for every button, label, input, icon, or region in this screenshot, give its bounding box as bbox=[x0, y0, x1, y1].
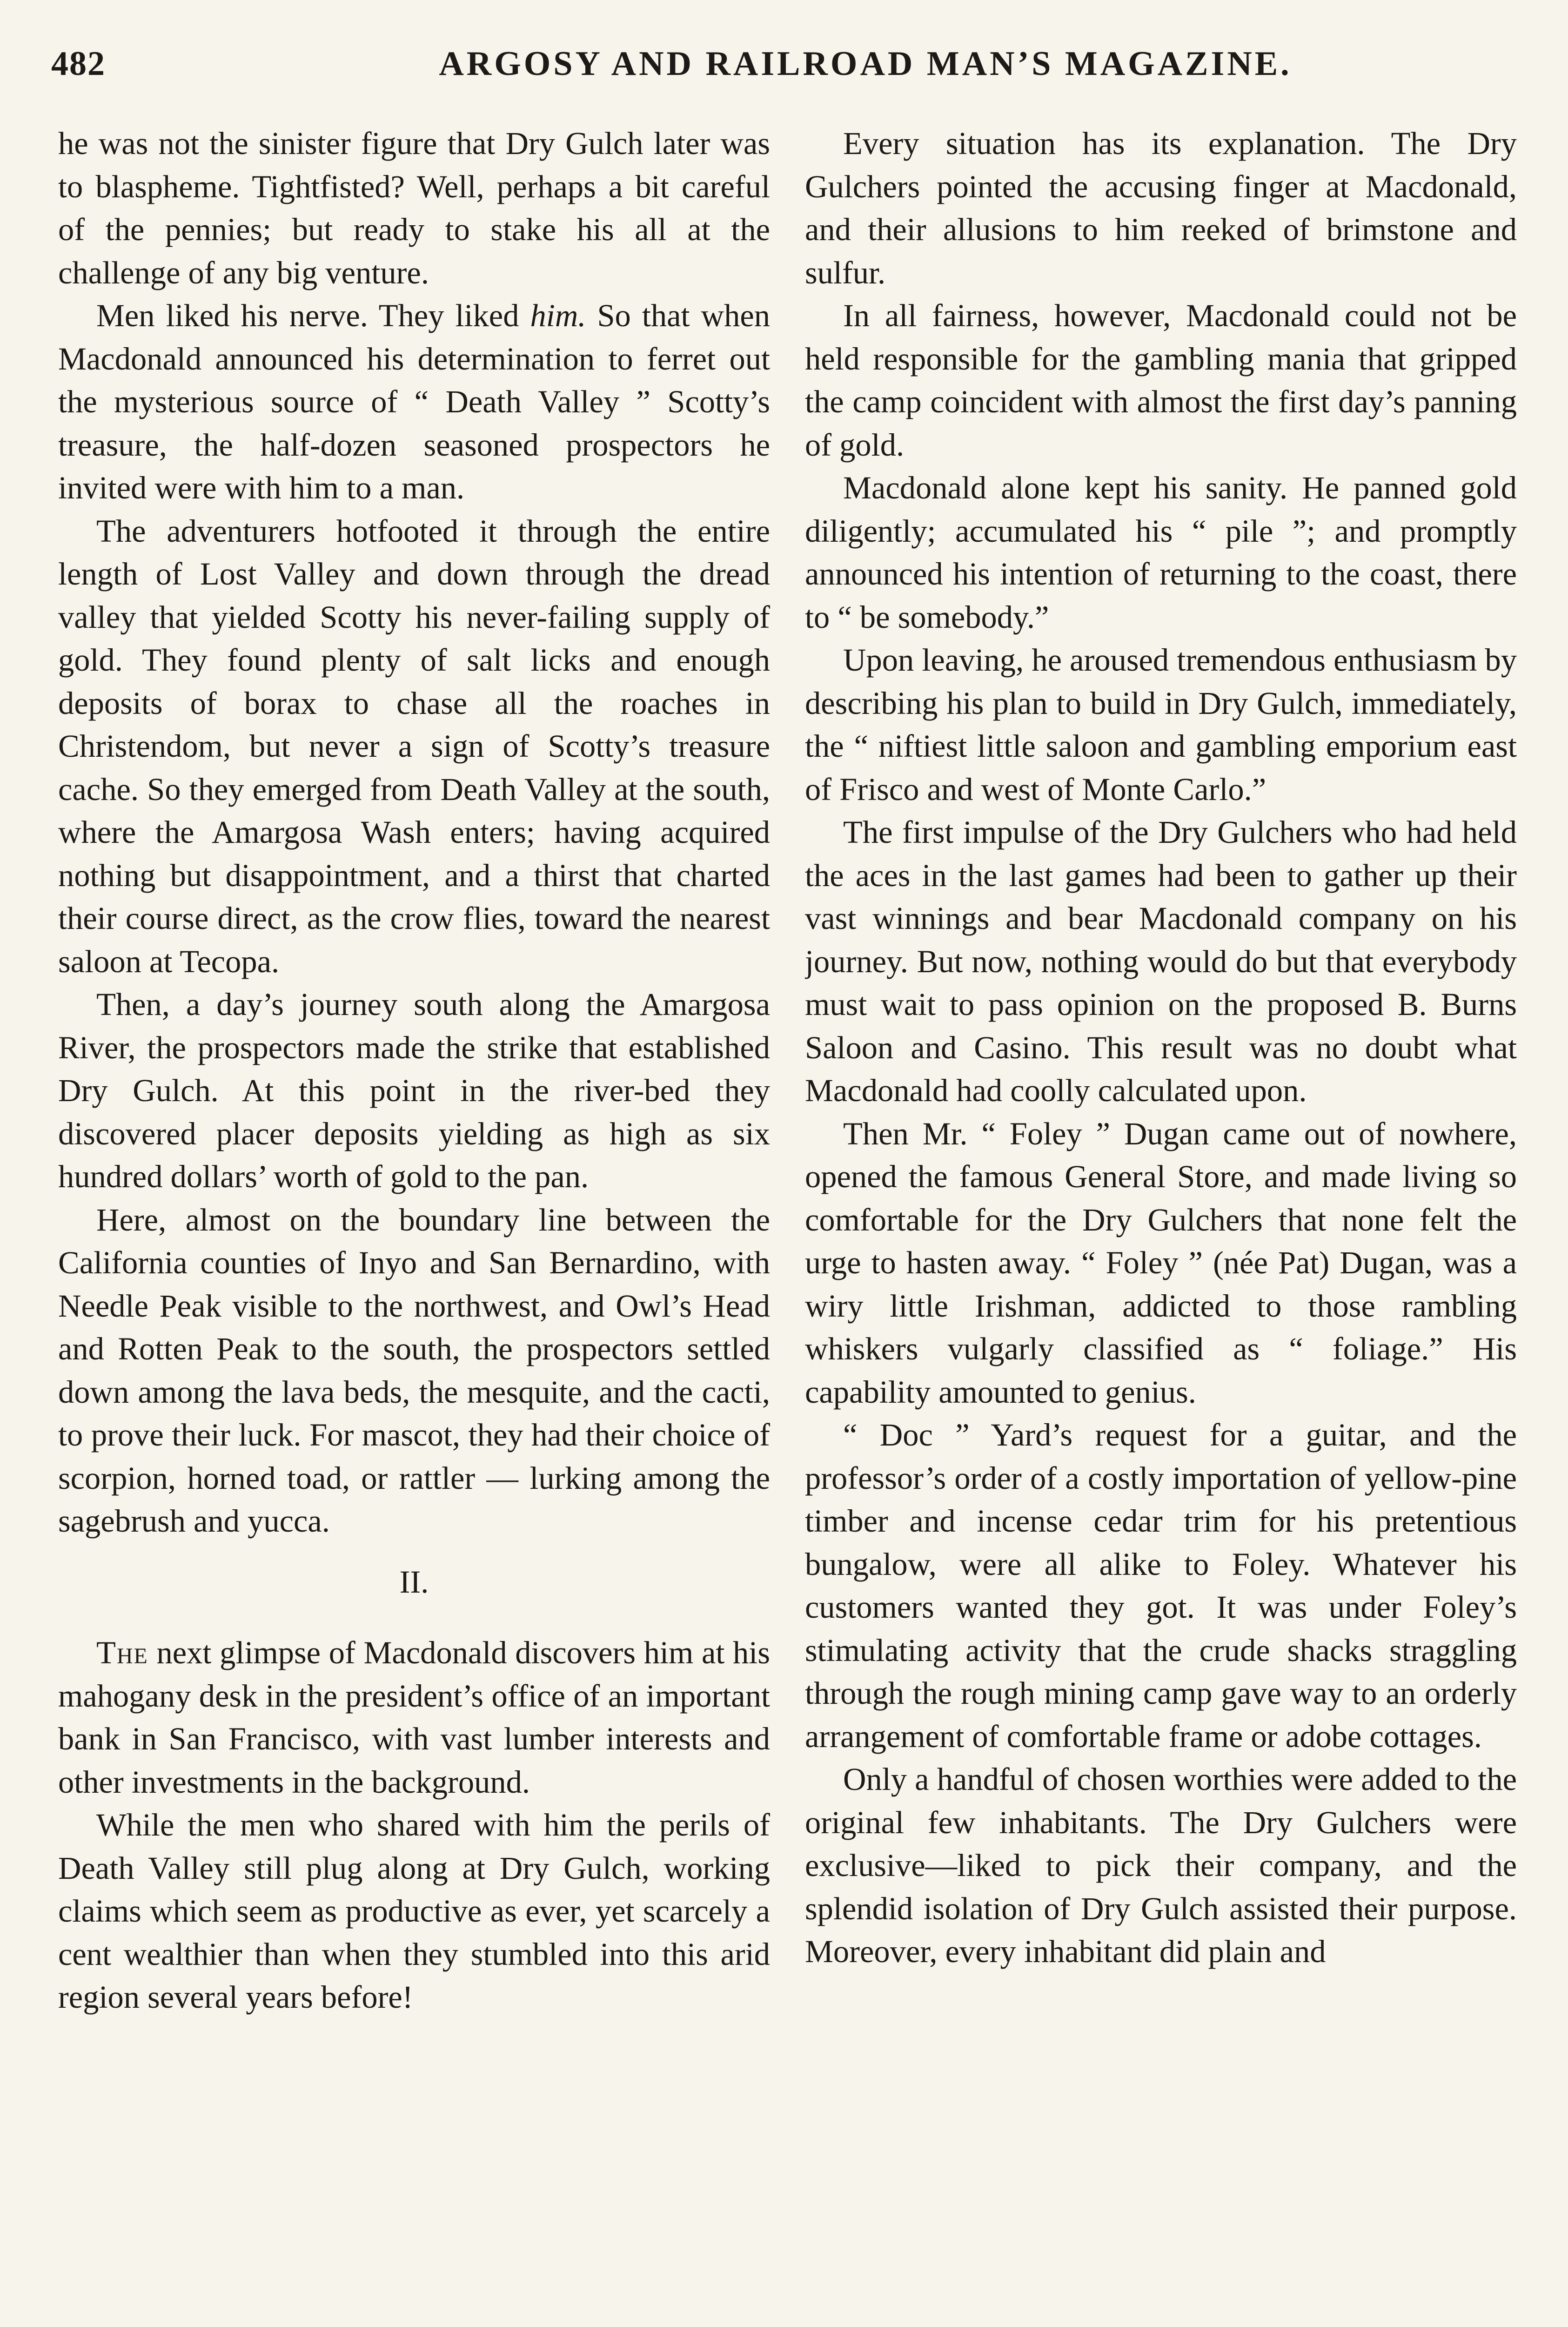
paragraph: Then, a day’s journey south along the Amargosa River, the prospectors made the strike that established Dry Gulch. At this point in the river-bed they discovered placer deposits yielding as high as six hundred dollars’ worth of gold to the pan. bbox=[58, 987, 770, 1194]
paragraph: Only a handful of chosen worthies were added to the original few inhabitants. The Dry Gulchers were exclusive—liked to pick their company, and the splendid isolation of Dry Gulch assisted their purpose. Moreover, every inhabitant did plain and bbox=[805, 1762, 1517, 1969]
paragraph: “ Doc ” Yard’s request for a guitar, and the professor’s order of a costly importation of yellow-pine timber and incense cedar trim for his pretentious bungalow, were all alike to Foley. Whatever his customers wanted they got. It was under Foley’s stimulating activity that the crude shacks straggling through the rough mining camp gave way to an orderly arrangement of comfortable frame or adobe cottages. bbox=[805, 1417, 1517, 1754]
emphasis: him. bbox=[530, 298, 586, 333]
paragraph: he was not the sinister figure that Dry Gulch later was to blaspheme. Tightfisted? Well, perhaps a bit careful of the pennies; but ready to stake his all at the challenge of any big venture. bbox=[58, 126, 770, 290]
paragraph-text: next glimpse of Macdonald discovers him at his mahogany desk in the president’s office of an important bank in San Francisco, with vast lumber interests and other investments in the background. bbox=[58, 1635, 770, 1800]
paragraph bbox=[58, 1631, 770, 1803]
paragraph bbox=[58, 294, 770, 510]
paragraph: In all fairness, however, Macdonald could not be held responsible for the gambling mania that gripped the camp coincident with almost the first day’s panning of gold. bbox=[805, 298, 1517, 463]
paragraph: Here, almost on the boundary line between the California counties of Inyo and San Bernardino, with Needle Peak visible to the northwest, and Owl’s Head and Rotten Peak to the south, the prospectors settled down among the lava beds, the mesquite, and the cacti, to prove their luck. For mascot, they had their choice of scorpion, horned toad, or rattler — lurking among the sagebrush and yucca. bbox=[58, 1202, 770, 1539]
running-head: ARGOSY AND RAILROAD MAN’S MAGAZINE. bbox=[439, 45, 1292, 83]
paragraph: Upon leaving, he aroused tremendous enthusiasm by describing his plan to build in Dry Gulch, immediately, the “ niftiest little saloon and gambling emporium east of Frisco and west of Monte Carlo.” bbox=[805, 642, 1517, 807]
page-header bbox=[51, 44, 1521, 100]
paragraph: Every situation has its explanation. The Dry Gulchers pointed the accusing finger at Macdonald, and their allusions to him reeked of brimstone and sulfur. bbox=[805, 126, 1517, 290]
paragraph: Macdonald alone kept his sanity. He panned gold diligently; accumulated his “ pile ”; and promptly announced his intention of returning to the coast, there to “ be somebody.” bbox=[805, 470, 1517, 635]
paragraph: The first impulse of the Dry Gulchers who had held the aces in the last games had been to gather up their vast winnings and bear Macdonald company on his journey. But now, nothing would do but that everybody must wait to pass opinion on the proposed B. Burns Saloon and Casino. This result was no doubt what Macdonald had coolly calculated upon. bbox=[805, 814, 1517, 1108]
left-column bbox=[58, 122, 770, 2327]
section-heading: II. bbox=[399, 1564, 429, 1600]
paragraph: The adventurers hotfooted it through the entire length of Lost Valley and down through the dread valley that yielded Scotty his never-failing supply of gold. They found plenty of salt licks and enough deposits of borax to chase all the roaches in Christendom, but never a sign of Scotty’s treasure cache. So they emerged from Death Valley at the south, where the Amargosa Wash enters; having acquired nothing but disappointment, and a thirst that charted their course direct, as the crow flies, toward the nearest saloon at Tecopa. bbox=[58, 513, 770, 979]
paragraph-text: So that when Macdonald announced his determination to ferret out the mysterious source of “ Death Valley ” Scotty’s treasure, the half-dozen seasoned prospectors he invited were with him to a man. bbox=[58, 298, 770, 505]
paragraph: While the men who shared with him the perils of Death Valley still plug along at Dry Gulch, working claims which seem as productive as ever, yet scarcely a cent wealthier than when they stumbled into this arid region several years before! bbox=[58, 1807, 770, 2015]
small-caps-opening: The bbox=[96, 1635, 148, 1670]
page-number: 482 bbox=[51, 45, 106, 83]
paragraph-text: Men liked his nerve. They liked bbox=[96, 298, 530, 333]
paragraph: Then Mr. “ Foley ” Dugan came out of nowhere, opened the famous General Store, and made living so comfortable for the Dry Gulchers that none felt the urge to hasten away. “ Foley ” (née Pat) Dugan, was a wiry little Irishman, addicted to those rambling whiskers vulgarly classified as “ foliage.” His capability amounted to genius. bbox=[805, 1116, 1517, 1410]
right-column bbox=[805, 122, 1517, 2327]
